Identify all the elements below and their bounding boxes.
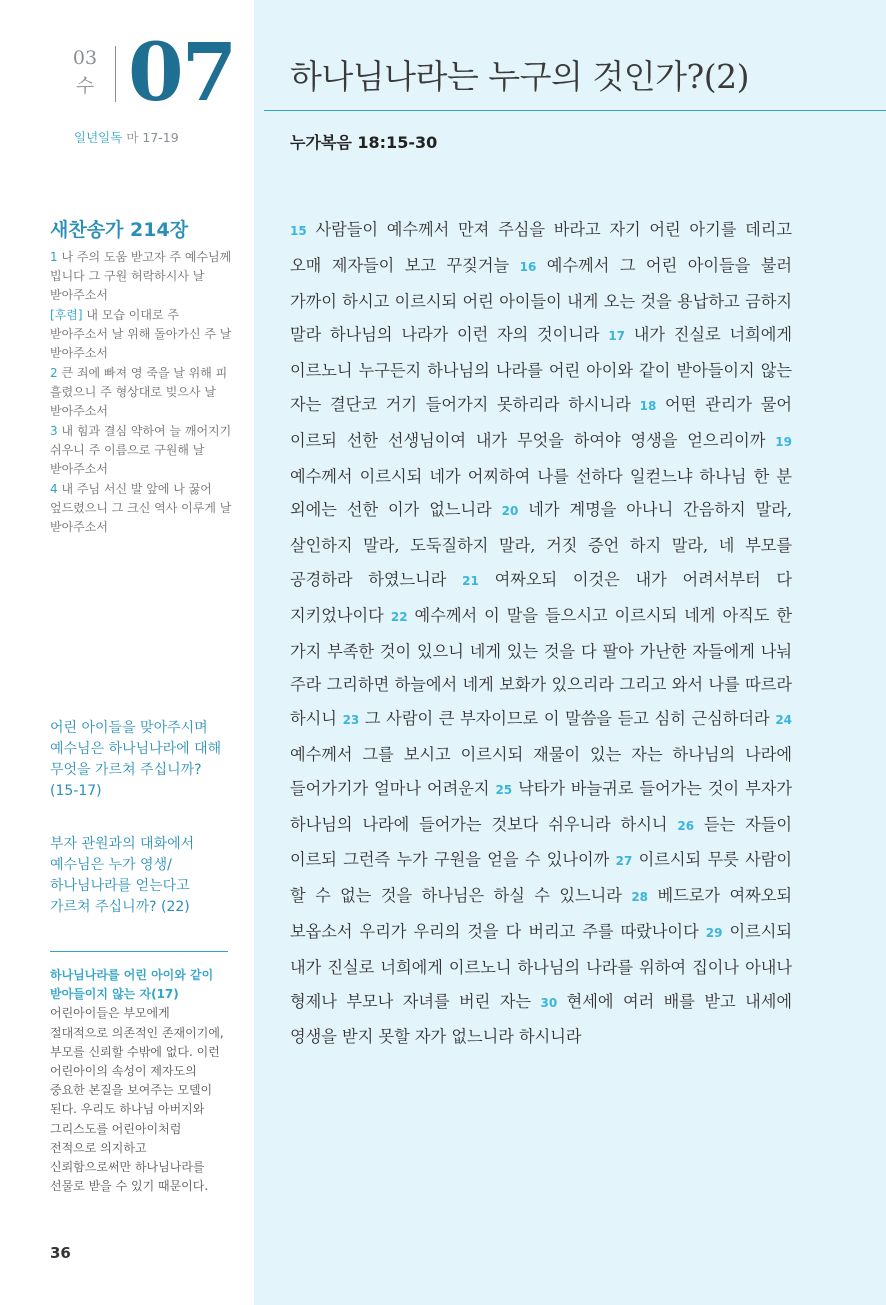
question-1: 어린 아이들을 맞아주시며 예수님은 하나님나라에 대해 무엇을 가르쳐 주십니까? (15-17)	[50, 720, 222, 799]
hymn-verse	[50, 364, 232, 421]
verse-text: 사람들이 예수께서 만져 주심을 바라고 자기 어린 아기를 데리고 오매 제자들이 보고 꾸짖거늘	[290, 220, 792, 275]
divider	[50, 951, 228, 952]
verse-number: 22	[390, 609, 408, 624]
hymn-verse	[50, 480, 232, 537]
hymn-verse-number: [후렴]	[50, 308, 83, 322]
hymn-verse-text: 큰 죄에 빠져 영 죽을 날 위해 피 흘렸으니 주 형상대로 빚으사 날 받아주소서	[50, 366, 228, 418]
verse-number: 24	[775, 713, 793, 728]
title-underline	[264, 110, 886, 111]
scripture-text	[290, 213, 792, 1054]
verse-text: 듣는 자들이 이르되 그런즉 누가 구원을 얻을 수 있나이까	[290, 814, 792, 870]
hymn-verse-number: 3	[50, 424, 58, 438]
verse-text: 그 사람이 큰 부자이므로 이 말씀을 듣고 심히 근심하더라	[359, 709, 776, 729]
reading-plan	[74, 128, 179, 146]
reading-plan-ref: 마 17-19	[126, 130, 179, 145]
verse-number: 26	[677, 818, 695, 833]
date-divider	[115, 46, 116, 102]
verse-number: 16	[519, 259, 537, 274]
verse-text: 예수께서 그를 보시고 이르시되 재물이 있는 자는 하나님의 나라에 들어가기가 얼마나 어려운지	[290, 744, 792, 798]
note-highlight: 하나님나라를 어린 아이와 같이 받아들이지 않는 자(17)	[50, 968, 214, 1002]
date-weekday: 수	[75, 75, 95, 97]
hymn-verse-number: 1	[50, 250, 58, 264]
hymn-verse-text: 내 힘과 결심 약하여 늘 깨어지기 쉬우니 주 이름으로 구원해 날 받아주소서	[50, 424, 232, 476]
verse-number: 21	[462, 573, 479, 588]
hymn-verse	[50, 422, 232, 479]
verse-text: 이르시되 내가 진실로 너희에게 이르노니 하나님의 나라를 위하여 집이나 아내나 형제나 부모나 자녀를 버린 자는	[290, 921, 792, 1011]
verse-text: 현세에 여러 배를 받고 내세에 영생을 받지 못할 자가 없느니라 하시니라	[290, 991, 792, 1047]
verse-number: 23	[342, 713, 360, 728]
hymn-verse-number: 4	[50, 482, 58, 496]
verse-text: 내가 진실로 너희에게 이르노니 누구든지 하나님의 나라를 어린 아이와 같이 받아들이지 않는 자는 결단코 거기 들어가지 못하리라 하시니라	[290, 325, 792, 414]
sidebar	[0, 0, 254, 1305]
verse-number: 19	[775, 434, 792, 449]
date-day: 07	[128, 25, 236, 119]
verse-number: 18	[639, 398, 657, 413]
hymn-verse-text: 나 주의 도움 받고자 주 예수님께 빕니다 그 구원 허락하시사 날 받아주소서	[50, 250, 232, 302]
verse-text: 예수께서 그 어린 아이들을 불러 가까이 하시고 이르시되 어린 아이들이 내게 오는 것을 용납하고 금하지 말라 하나님의 나라가 이런 자의 것이니라	[290, 255, 792, 345]
date-month-weekday	[68, 44, 102, 100]
hymn-title: 새찬송가 214장	[50, 219, 189, 241]
commentary-note	[50, 966, 230, 1196]
hymn-verse-text: 내 모습 이대로 주 받아주소서 날 위해 돌아가신 주 날 받아주소서	[50, 308, 232, 360]
verse-number: 25	[495, 782, 513, 797]
verse-number: 29	[705, 925, 723, 940]
hymn-verse-number: 2	[50, 366, 58, 380]
verse-text: 네가 계명을 아나니 간음하지 말라, 살인하지 말라, 도둑질하지 말라, 거짓 증언 하지 말라, 네 부모를 공경하라 하였느니라	[290, 500, 793, 589]
hymn-verse-text: 내 주님 서신 발 앞에 나 꿇어 엎드렸으니 그 크신 역사 이루게 날 받아주소서	[50, 482, 232, 534]
verse-text: 어떤 관리가 물어 이르되 선한 선생님이여 내가 무엇을 하여야 영생을 얻으리이까	[290, 394, 792, 450]
verse-text: 이르시되 무릇 사람이 할 수 없는 것을 하나님은 하실 수 있느니라	[290, 850, 792, 906]
page-number: 36	[50, 1244, 71, 1262]
reading-plan-label: 일년일독	[74, 130, 123, 145]
verse-number: 20	[501, 504, 519, 519]
note-body: 어린아이들은 부모에게 절대적으로 의존적인 존재이기에, 부모를 신뢰할 수밖에 없다. 이런 어린아이의 속성이 제자도의 중요한 본질을 보여주는 모델이 된다. 우리도 하나님 아버지와 그리스도를 어린아이처럼 전적으로 의지하고 신뢰함으로써만 하나님나라를 선물로 받을 수 있기 때문이다.	[50, 1006, 224, 1194]
hymn-verses	[50, 248, 232, 538]
verse-number: 27	[615, 854, 633, 869]
verse-number: 30	[540, 995, 558, 1010]
verse-number: 17	[608, 329, 626, 344]
passage-reference: 누가복음 18:15-30	[290, 133, 438, 152]
date-month: 03	[72, 47, 98, 69]
verse-text: 여짜오되 이것은 내가 어려서부터 다 지키었나이다	[290, 569, 792, 625]
verse-number: 28	[631, 890, 649, 905]
verse-text: 베드로가 여짜오되 보옵소서 우리가 우리의 것을 다 버리고 주를 따랐나이다	[290, 886, 793, 941]
verse-number: 15	[290, 224, 307, 238]
page-title: 하나님나라는 누구의 것인가?(2)	[290, 57, 749, 96]
verse-text: 예수께서 이르시되 네가 어찌하여 나를 선하다 일컫느냐 하나님 한 분 외에는 선한 이가 없느니라	[290, 466, 792, 520]
verse-text: 예수께서 이 말을 들으시고 이르시되 네게 아직도 한 가지 부족한 것이 있으니 네게 있는 것을 다 팔아 가난한 자들에게 나눠 주라 그리하면 하늘에서 네게 보화가 있으리라 그리고 와서 나를 따르라 하시니	[290, 605, 793, 729]
hymn-verse	[50, 248, 232, 305]
hymn-verse	[50, 306, 232, 363]
question-2: 부자 관원과의 대화에서 예수님은 누가 영생/하나님나라를 얻는다고 가르쳐 주십니까? (22)	[50, 836, 195, 915]
verse-text: 낙타가 바늘귀로 들어가는 것이 부자가 하나님의 나라에 들어가는 것보다 쉬우니라 하시니	[290, 778, 792, 834]
